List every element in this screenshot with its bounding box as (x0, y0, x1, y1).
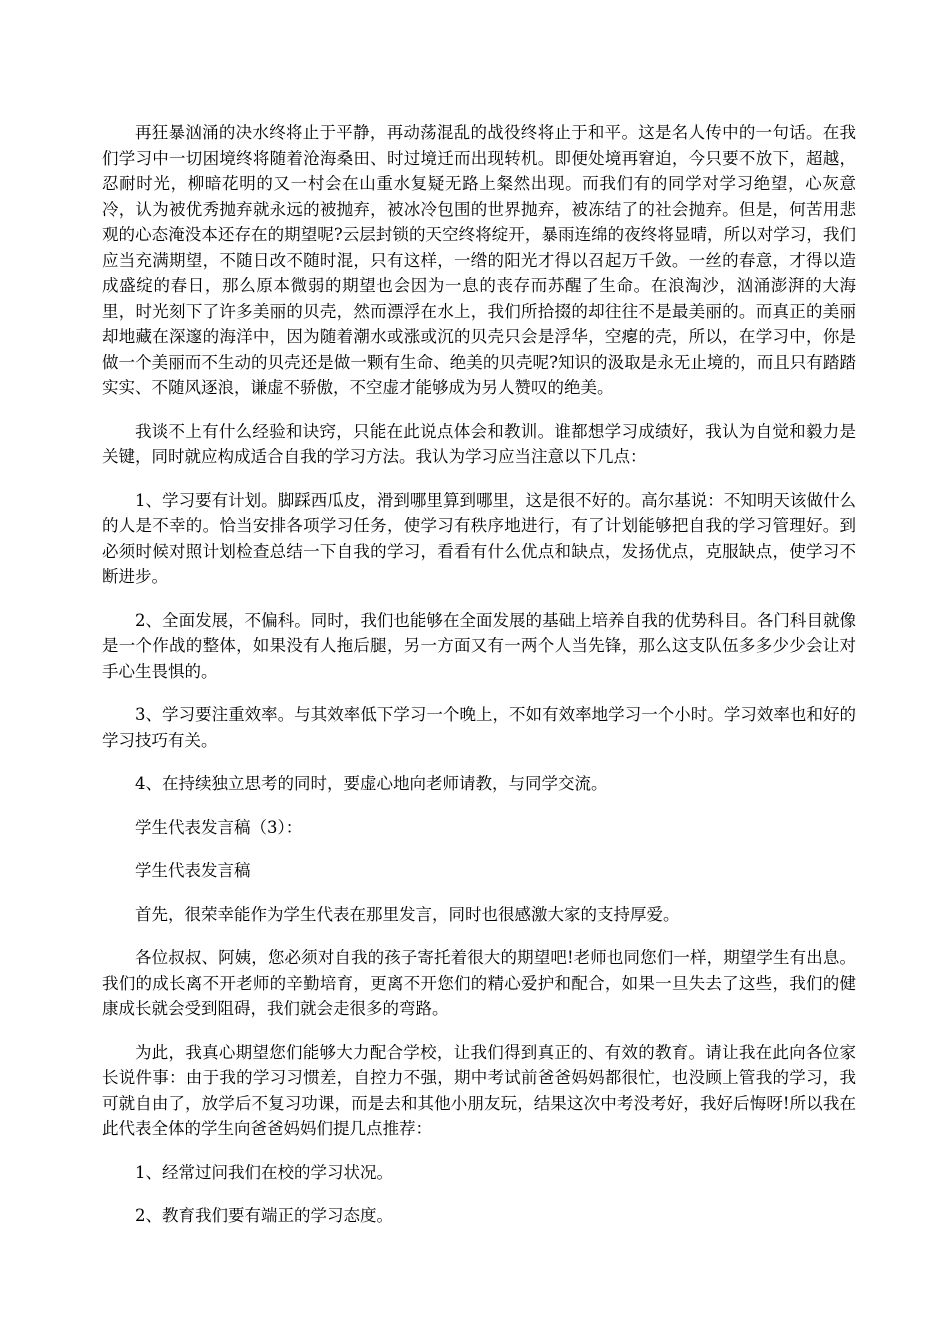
paragraph-gap (102, 840, 856, 858)
list-item-independent-thinking: 4、在持续独立思考的同时，要虚心地向老师请教，与同学交流。 (135, 774, 608, 793)
paragraph-experience-intro: 我谈不上有什么经验和诀窍，只能在此说点体会和教训。谁都想学习成绩好，我认为自觉和毅力是关键，同时就应构成适合自我的学习方法。我认为学习应当注意以下几点： (102, 421, 856, 466)
paragraph-parents-address: 各位叔叔、阿姨，您必须对自我的孩子寄托着很大的期望吧!老师也同您们一样，期望学生有出息。我们的成长离不开老师的辛勤培育，更离不开您们的精心爱护和配合，如果一旦失去了这些，我们的健康成长就会受到阻碍，我们就会走很多的弯路。 (102, 948, 856, 1018)
paragraph-gap (102, 753, 856, 771)
paragraph-request: 为此，我真心期望您们能够大力配合学校，让我们得到真正的、有效的教育。请让我在此向各位家长说件事：由于我的学习习惯差，自控力不强，期中考试前爸爸妈妈都很忙，也没顾上管我的学习，我可就自由了，放学后不复习功课，而是去和其他小朋友玩，结果这次中考没考好，我好后悔呀!所以我在此代表全体的学生向爸爸妈妈们提几点推荐： (102, 1042, 856, 1138)
list-item-plan: 1、学习要有计划。脚踩西瓜皮，滑到哪里算到哪里，这是很不好的。高尔基说：不知明天该做什么的人是不幸的。恰当安排各项学习任务，使学习有秩序地进行，有了计划能够把自我的学习管理好。到必须时候对照计划检查总结一下自我的学习，看看有什么优点和缺点，发扬优点，克服缺点，使学习不断进步。 (102, 490, 856, 586)
paragraph-gap (102, 884, 856, 902)
paragraph-opening: 首先，很荣幸能作为学生代表在那里发言，同时也很感激大家的支持厚爱。 (135, 904, 680, 924)
paragraph-gap (102, 927, 856, 945)
paragraph-gap (102, 1022, 856, 1040)
paragraph-gap (102, 684, 856, 702)
list-item-balanced: 2、全面发展，不偏科。同时，我们也能够在全面发展的基础上培养自我的优势科目。各门科目就像是一个作战的整体，如果没有人拖后腿，另一方面又有一两个人当先锋，那么这支队伍多多少少会让对手心生畏惧的。 (102, 610, 856, 681)
list-item-attitude: 2、教育我们要有端正的学习态度。 (135, 1206, 393, 1225)
paragraph-gap (102, 590, 856, 608)
document-page (102, 120, 856, 1229)
section-heading-speech-3: 学生代表发言稿（3）： (135, 817, 303, 837)
paragraph-gap (102, 470, 856, 488)
list-item-check-status: 1、经常过问我们在校的学习状况。 (135, 1162, 393, 1182)
paragraph-gap (102, 1185, 856, 1203)
paragraph-shell-metaphor: 再狂暴汹涌的决水终将止于平静，再动荡混乱的战役终将止于和平。这是名人传中的一句话。在我们学习中一切困境终将随着沧海桑田、时过境迁而出现转机。即便处境再窘迫，今只要不放下，超越，忍耐时光，柳暗花明的又一村会在山重水复疑无路上粲然出现。而我们有的同学对学习绝望，心灰意冷，认为被优秀抛弃就永远的被抛弃，被冰冷包围的世界抛弃，被冻结了的社会抛弃。但是，何苦用悲观的心态淹没本还存在的期望呢?云层封锁的天空终将绽开，暴雨连绵的夜终将显晴，所以对学习，我们应当充满期望，不随日改不随时混，只有这样，一绺的阳光才得以召起万千敛。一丝的春意，才得以造成盛绽的春日，那么原本微弱的期望也会因为一息的丧存而苏醒了生命。在浪淘沙，汹涌澎湃的大海里，时光刻下了许多美丽的贝壳，然而漂浮在水上，我们所拾掇的却往往不是最美丽的。而真正的美丽却地藏在深邃的海洋中，因为随着潮水或涨或沉的贝壳只会是浮华，空瘪的壳，所以，在学习中，你是做一个美丽而不生动的贝壳还是做一颗有生命、绝美的贝壳呢?知识的汲取是永无止境的，而且只有踏踏实实、不随风逐浪，谦虚不骄傲，不空虚才能够成为另人赞叹的绝美。 (102, 123, 856, 397)
paragraph-gap (102, 797, 856, 815)
speech-title: 学生代表发言稿 (135, 861, 251, 880)
list-item-efficiency: 3、学习要注重效率。与其效率低下学习一个晚上，不如有效率地学习一个小时。学习效率也和好的学习技巧有关。 (102, 705, 856, 750)
paragraph-gap (102, 401, 856, 419)
paragraph-gap (102, 1142, 856, 1160)
